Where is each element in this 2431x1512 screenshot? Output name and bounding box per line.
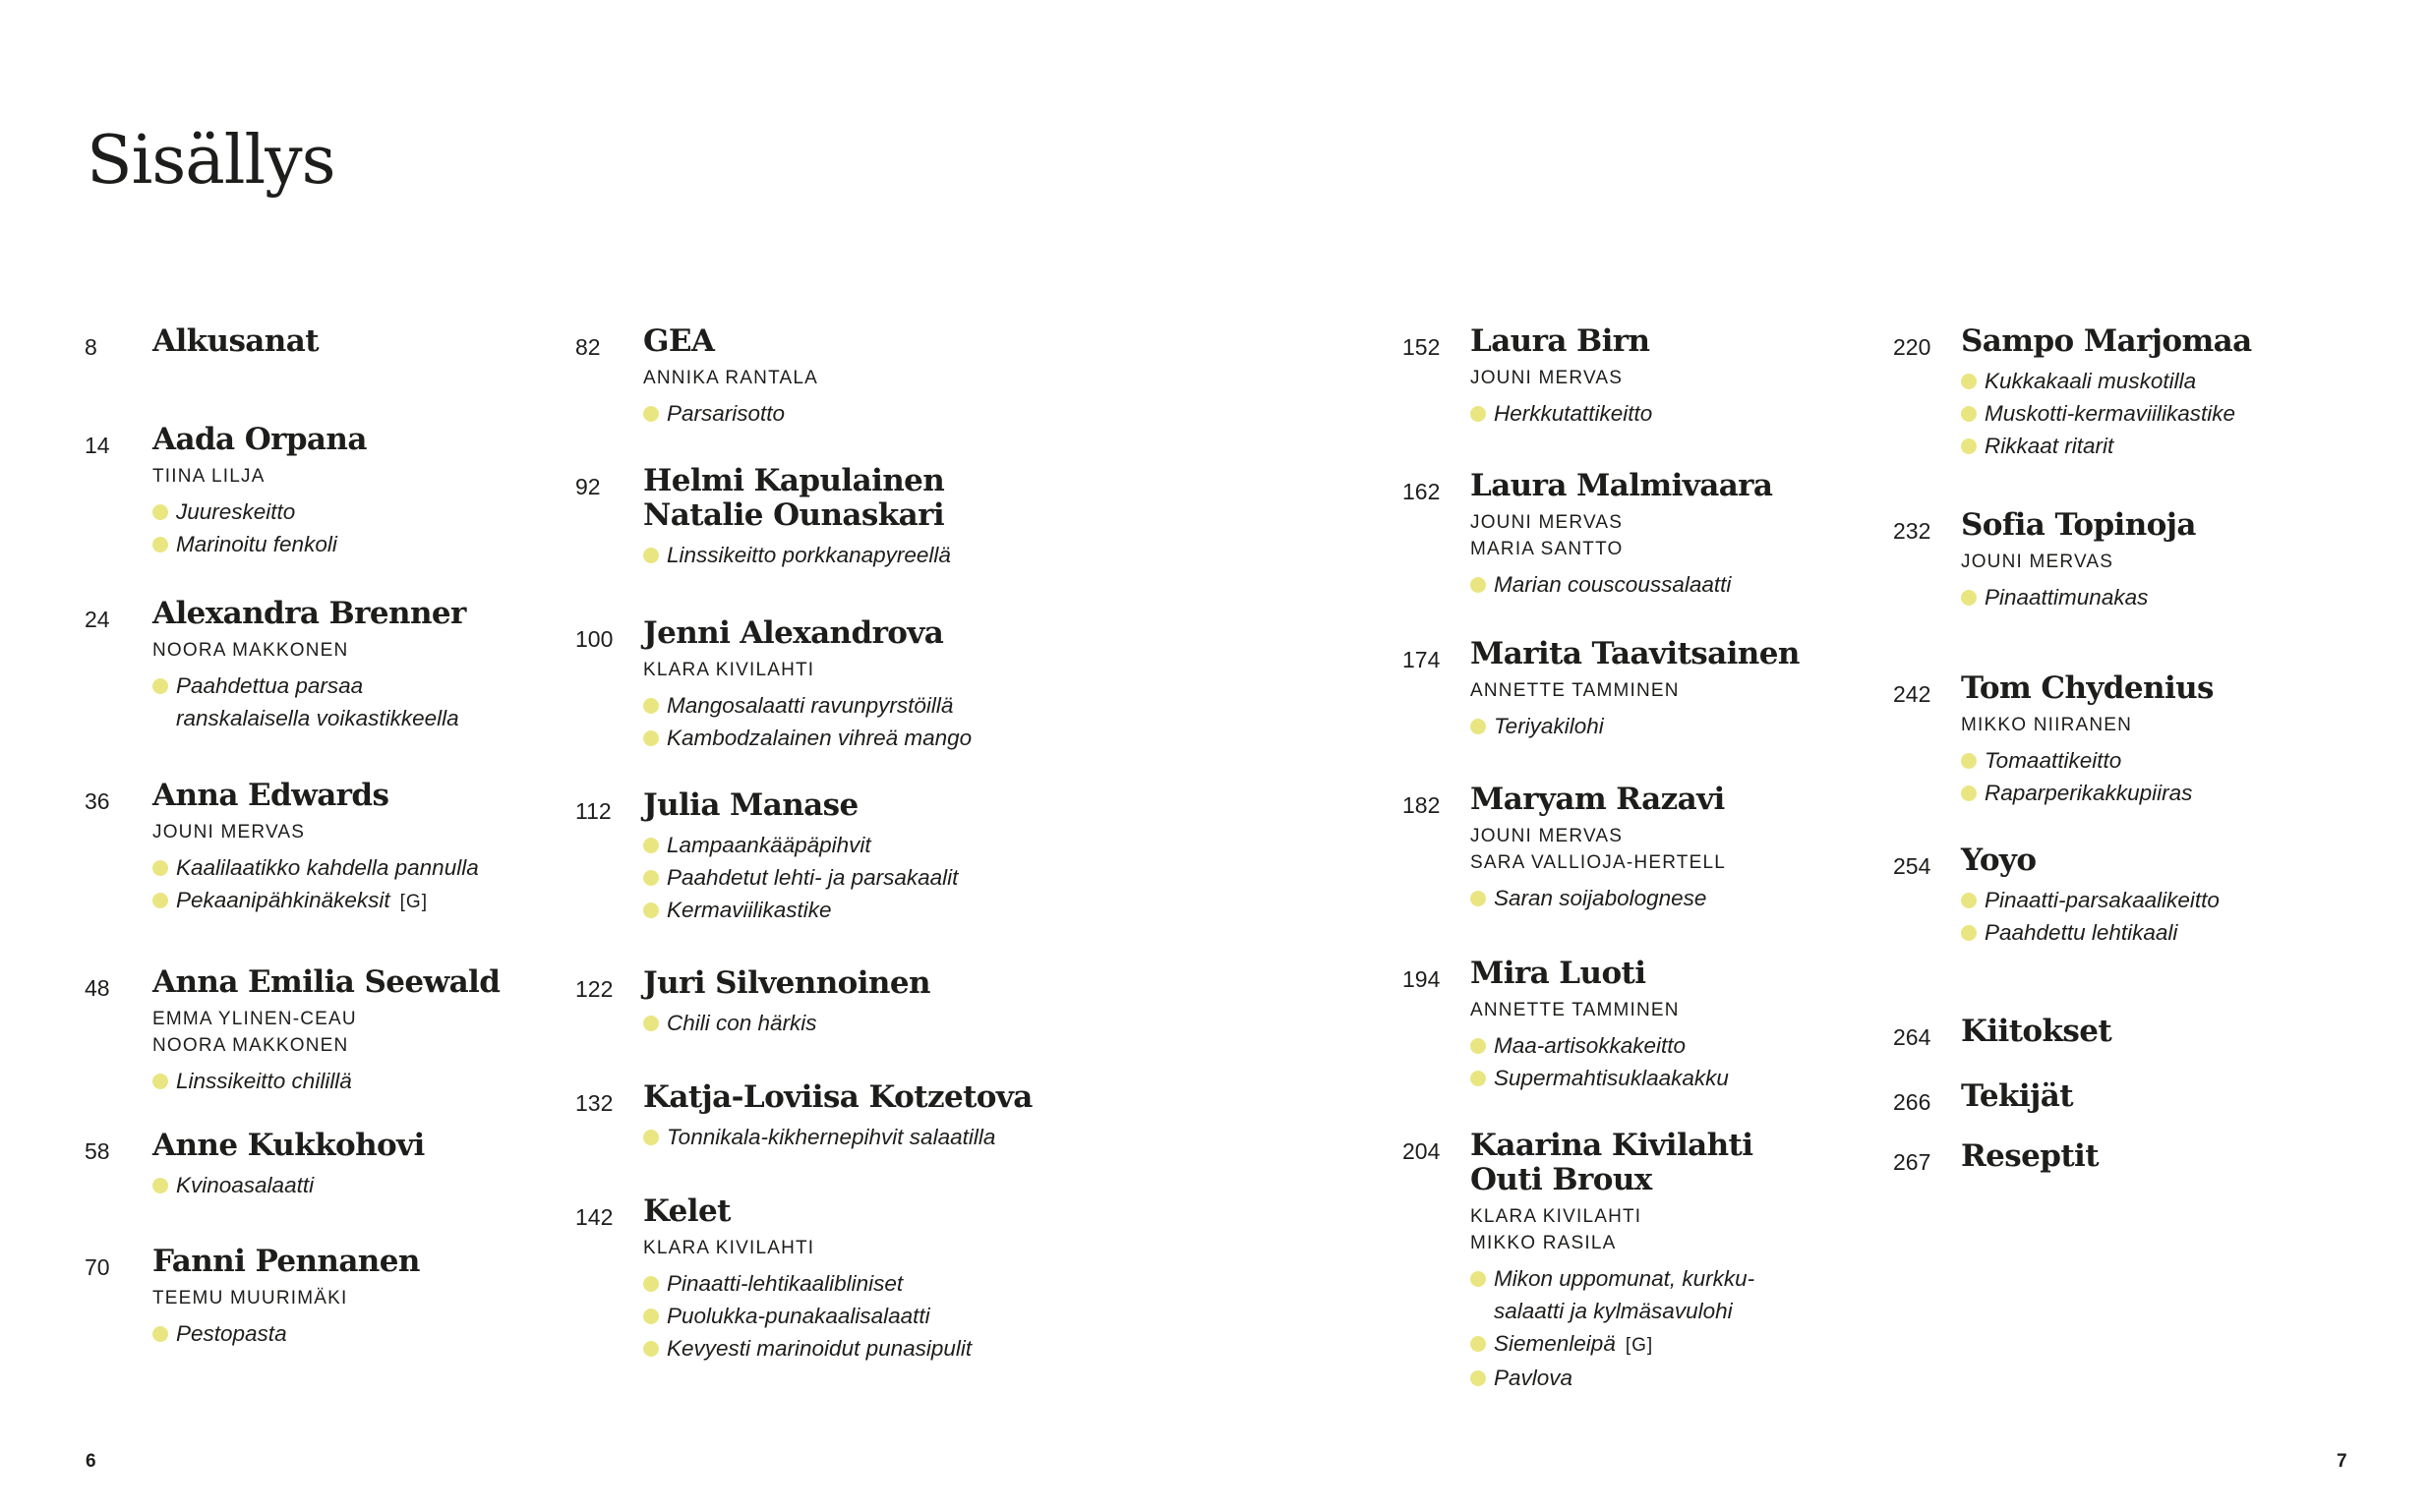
page-number: 92	[575, 474, 601, 499]
author-name: MIKKO RASILA	[1470, 1233, 1617, 1253]
bullet-dot-icon	[643, 902, 659, 918]
page-number: 182	[1402, 792, 1441, 818]
recipe-item[interactable]	[152, 528, 367, 560]
bullet-dot-icon	[152, 678, 168, 694]
entry-name: Juri Silvennoinen	[643, 965, 930, 1001]
entry-name: Anna Emilia Seewald	[152, 964, 501, 1000]
bullet-dot-icon	[1961, 438, 1977, 454]
page-number-right: 7	[2337, 1451, 2347, 1472]
bullet-dot-icon	[1961, 590, 1977, 606]
entry-name: Laura Birn	[1470, 323, 1650, 359]
page-number: 36	[85, 788, 110, 814]
bullet-dot-icon	[643, 870, 659, 886]
entry-body	[152, 965, 500, 1097]
bullet-dot-icon	[1961, 406, 1977, 422]
bullet-dot-icon	[1470, 1038, 1486, 1054]
entry-name: Maryam Razavi	[1470, 782, 1725, 817]
page-number: 232	[1893, 518, 1931, 544]
recipe-title: Tonnikala-kikhernepihvit salaatilla	[667, 1125, 996, 1149]
page-number: 82	[575, 334, 601, 360]
entry-body	[1961, 508, 2196, 613]
entry-name: Alkusanat	[152, 323, 319, 359]
author-name: ANNIKA RANTALA	[643, 368, 818, 388]
bullet-dot-icon	[643, 1130, 659, 1145]
author-name: JOUNI MERVAS	[1470, 368, 1624, 388]
recipe-title: Teriyakilohi	[1494, 714, 1604, 738]
recipe-title: Kvinoasalaatti	[176, 1173, 315, 1197]
author-name: JOUNI MERVAS	[1470, 826, 1624, 846]
recipe-list	[643, 689, 972, 754]
bullet-dot-icon	[1961, 925, 1977, 941]
bullet-dot-icon	[152, 504, 168, 520]
recipe-item[interactable]	[643, 397, 818, 430]
recipe-title: Pinaatti-lehtikaalibliniset	[667, 1271, 904, 1296]
entry-name: Reseptit	[1961, 1138, 2099, 1174]
author-list	[643, 657, 972, 683]
bullet-dot-icon	[1470, 891, 1486, 906]
recipe-title: Lampaankääpäpihvit	[667, 833, 871, 857]
page-number: 266	[1893, 1089, 1931, 1115]
recipe-list	[1961, 365, 2252, 462]
author-list	[152, 463, 367, 490]
bullet-dot-icon	[1470, 1370, 1486, 1386]
recipe-title: Marian couscoussalaatti	[1494, 572, 1732, 597]
author-list	[1470, 509, 1772, 562]
recipe-list	[1470, 882, 1726, 914]
entry-body	[1470, 324, 1652, 430]
recipe-item[interactable]	[1470, 1262, 1754, 1295]
page-number: 122	[575, 976, 614, 1002]
recipe-title: Rikkaat ritarit	[1985, 434, 2114, 458]
recipe-item[interactable]	[643, 1121, 1033, 1153]
recipe-item[interactable]	[152, 1065, 500, 1097]
recipe-item[interactable]	[1470, 1029, 1729, 1062]
recipe-list	[1961, 744, 2214, 809]
author-list	[152, 819, 479, 845]
recipe-item[interactable]	[152, 495, 367, 528]
recipe-list	[643, 1267, 972, 1365]
bullet-dot-icon	[152, 860, 168, 876]
page-number: 267	[1893, 1149, 1931, 1175]
entry-name-second: Natalie Ounaskari	[643, 497, 944, 533]
entry-body	[643, 1194, 972, 1365]
entry-name: Tom Chydenius	[1961, 670, 2214, 706]
entry-name: Sofia Topinoja	[1961, 507, 2196, 543]
entry-name: Julia Manase	[643, 787, 859, 823]
author-name: EMMA YLINEN-CEAU	[152, 1009, 357, 1029]
recipe-title: Maa-artisokkakeitto	[1494, 1033, 1687, 1058]
author-name: KLARA KIVILAHTI	[1470, 1206, 1642, 1227]
author-list	[1470, 997, 1729, 1023]
recipe-item[interactable]	[643, 1300, 972, 1332]
recipe-list	[643, 829, 958, 926]
page-number: 112	[575, 798, 612, 824]
recipe-title: Paahdettua parsaa	[176, 673, 364, 698]
bullet-dot-icon	[643, 730, 659, 746]
entry-name: Sampo Marjomaa	[1961, 323, 2252, 359]
entry-name: Tekijät	[1961, 1078, 2073, 1114]
recipe-list	[152, 495, 367, 560]
page-number: 48	[85, 975, 110, 1001]
recipe-title: Kambodzalainen vihreä mango	[667, 726, 973, 750]
entry-body	[152, 1129, 425, 1201]
page-number: 174	[1402, 647, 1441, 672]
entry-body	[1961, 1139, 2099, 1174]
page-number-left: 6	[86, 1451, 96, 1472]
recipe-list	[152, 1317, 420, 1350]
recipe-list	[152, 851, 479, 918]
recipe-title: Siemenleipä	[1494, 1331, 1616, 1356]
bullet-dot-icon	[1470, 406, 1486, 422]
recipe-item[interactable]	[1470, 568, 1772, 601]
recipe-list	[152, 1065, 500, 1097]
recipe-title: Muskotti-kermaviilikastike	[1985, 401, 2236, 426]
page-number: 100	[575, 626, 614, 652]
recipe-list	[1470, 1262, 1754, 1394]
page-number: 204	[1402, 1138, 1441, 1164]
gluten-free-tag: [G]	[1625, 1335, 1654, 1356]
recipe-title: Chili con härkis	[667, 1011, 817, 1035]
recipe-title: Marinoitu fenkoli	[176, 532, 337, 556]
page-number: 8	[85, 334, 97, 360]
recipe-title: Herkkutattikeitto	[1494, 401, 1653, 426]
recipe-item[interactable]	[152, 669, 466, 702]
entry-body	[1470, 469, 1772, 601]
author-list	[1470, 1203, 1754, 1256]
recipe-list	[1470, 1029, 1729, 1094]
page-title: Sisällys	[87, 122, 335, 200]
recipe-list	[643, 1007, 930, 1039]
page-number: 264	[1893, 1024, 1931, 1050]
recipe-item[interactable]	[643, 829, 958, 861]
author-name: JOUNI MERVAS	[1470, 512, 1624, 533]
recipe-item[interactable]	[1961, 916, 2220, 949]
bullet-dot-icon	[1470, 1071, 1486, 1086]
entry-body	[152, 324, 319, 359]
bullet-dot-icon	[1470, 719, 1486, 734]
recipe-list	[643, 397, 818, 430]
recipe-item[interactable]	[1470, 1062, 1729, 1094]
entry-body	[1470, 1129, 1754, 1394]
author-name: TEEMU MUURIMÄKI	[152, 1288, 348, 1308]
entry-body	[1470, 957, 1729, 1094]
entry-name: Jenni Alexandrova	[643, 615, 944, 651]
entry-name: Mira Luoti	[1470, 956, 1646, 991]
recipe-list	[1961, 581, 2196, 613]
bullet-dot-icon	[152, 893, 168, 908]
recipe-item[interactable]	[643, 861, 958, 894]
entry-body	[1470, 783, 1726, 914]
page-number: 142	[575, 1204, 614, 1230]
recipe-item[interactable]	[1470, 882, 1726, 914]
entry-name: Yoyo	[1961, 843, 2037, 878]
entry-body	[643, 324, 818, 430]
author-name: MIKKO NIIRANEN	[1961, 715, 2133, 735]
recipe-list	[1470, 397, 1652, 430]
page-number: 70	[85, 1254, 110, 1280]
entry-body	[152, 597, 466, 734]
recipe-item[interactable]	[1961, 884, 2220, 916]
recipe-title: Tomaattikeitto	[1985, 748, 2122, 773]
recipe-item[interactable]	[1961, 777, 2214, 809]
recipe-title: Raparperikakkupiiras	[1985, 781, 2193, 805]
recipe-title: Kaalilaatikko kahdella pannulla	[176, 855, 479, 880]
bullet-dot-icon	[643, 548, 659, 563]
entry-body	[1961, 1079, 2073, 1114]
recipe-item[interactable]	[1470, 710, 1800, 742]
recipe-title: Saran soijabolognese	[1494, 886, 1707, 910]
bullet-dot-icon	[643, 1276, 659, 1292]
author-list	[1961, 549, 2196, 575]
recipe-title: Pinaattimunakas	[1985, 585, 2149, 610]
entry-body	[1961, 1015, 2111, 1049]
author-list	[643, 1235, 972, 1261]
recipe-title: Kevyesti marinoidut punasipulit	[667, 1336, 973, 1361]
bullet-dot-icon	[643, 1341, 659, 1357]
entry-name: Fanni Pennanen	[152, 1244, 420, 1279]
recipe-list	[152, 669, 466, 734]
author-name: JOUNI MERVAS	[1961, 552, 2114, 572]
recipe-list	[1961, 884, 2220, 949]
bullet-dot-icon	[152, 1178, 168, 1193]
bullet-dot-icon	[1961, 785, 1977, 801]
bullet-dot-icon	[1470, 577, 1486, 593]
author-name: NOORA MAKKONEN	[152, 1035, 349, 1056]
author-name: TIINA LILJA	[152, 466, 266, 487]
recipe-title: Parsarisotto	[667, 401, 786, 426]
entry-body	[643, 1080, 1033, 1153]
page-number: 14	[85, 433, 110, 458]
recipe-item[interactable]	[1470, 1327, 1754, 1362]
bullet-dot-icon	[643, 698, 659, 714]
entry-body	[643, 464, 951, 571]
recipe-title: Puolukka-punakaalisalaatti	[667, 1304, 930, 1328]
entry-name: Marita Taavitsainen	[1470, 636, 1800, 671]
author-list	[1470, 677, 1800, 704]
author-list	[152, 1006, 500, 1059]
recipe-list	[1470, 710, 1800, 742]
recipe-title: Mangosalaatti ravunpyrstöillä	[667, 693, 954, 718]
bullet-dot-icon	[643, 1308, 659, 1324]
gluten-free-tag: [G]	[399, 892, 428, 912]
recipe-item[interactable]	[643, 1267, 972, 1300]
bullet-dot-icon	[152, 537, 168, 552]
bullet-dot-icon	[152, 1326, 168, 1342]
recipe-title: Pavlova	[1494, 1366, 1573, 1390]
recipe-title: Pinaatti-parsakaalikeitto	[1985, 888, 2220, 912]
page-number: 242	[1893, 681, 1931, 707]
recipe-item[interactable]	[1961, 581, 2196, 613]
page-number: 162	[1402, 479, 1441, 504]
recipe-title: Juureskeitto	[176, 499, 296, 524]
bullet-dot-icon	[1470, 1336, 1486, 1352]
entry-body	[643, 788, 958, 926]
bullet-dot-icon	[152, 1074, 168, 1089]
bullet-dot-icon	[1961, 374, 1977, 389]
author-list	[1470, 823, 1726, 876]
recipe-item[interactable]	[1470, 397, 1652, 430]
recipe-title: Kukkakaali muskotilla	[1985, 369, 2197, 393]
entry-name: Katja-Loviisa Kotzetova	[643, 1079, 1033, 1115]
recipe-item[interactable]	[1961, 397, 2252, 430]
recipe-list	[643, 1121, 1033, 1153]
recipe-item[interactable]	[643, 689, 972, 722]
entry-name-second: Outi Broux	[1470, 1162, 1652, 1197]
recipe-title-continued: salaatti ja kylmäsavulohi	[1494, 1299, 1733, 1323]
recipe-list	[1470, 568, 1772, 601]
recipe-title: Linssikeitto chilillä	[176, 1069, 352, 1093]
recipe-title: Mikon uppomunat, kurkku-	[1494, 1266, 1755, 1291]
entry-body	[643, 616, 972, 754]
recipe-item[interactable]	[1961, 430, 2252, 462]
recipe-title: Linssikeitto porkkanapyreellä	[667, 543, 951, 567]
recipe-item[interactable]	[643, 539, 951, 571]
recipe-title: Kermaviilikastike	[667, 898, 832, 922]
recipe-item[interactable]	[643, 1332, 972, 1365]
recipe-item[interactable]	[643, 722, 972, 754]
recipe-item[interactable]	[152, 1317, 420, 1350]
author-name: ANNETTE TAMMINEN	[1470, 1000, 1680, 1020]
entry-name: Kiitokset	[1961, 1014, 2112, 1049]
author-name: NOORA MAKKONEN	[152, 640, 349, 661]
recipe-title: Paahdetut lehti- ja parsakaalit	[667, 865, 959, 890]
author-name: ANNETTE TAMMINEN	[1470, 680, 1680, 701]
author-name: KLARA KIVILAHTI	[643, 660, 815, 680]
entry-name: Alexandra Brenner	[152, 596, 466, 631]
recipe-title-continued: ranskalaisella voikastikkeella	[176, 706, 459, 730]
author-list	[1470, 365, 1652, 391]
entry-name: Anne Kukkohovi	[152, 1128, 425, 1163]
author-name: SARA VALLIOJA-HERTELL	[1470, 852, 1726, 873]
author-name: KLARA KIVILAHTI	[643, 1238, 815, 1258]
entry-name: Kaarina Kivilahti	[1470, 1128, 1753, 1163]
bullet-dot-icon	[1470, 1271, 1486, 1287]
entry-name: Aada Orpana	[152, 422, 367, 457]
page-number: 152	[1402, 334, 1441, 360]
recipe-title: Supermahtisuklaakakku	[1494, 1066, 1729, 1090]
bullet-dot-icon	[1961, 893, 1977, 908]
entry-body	[152, 1245, 420, 1350]
page-number: 254	[1893, 853, 1931, 879]
page-number: 220	[1893, 334, 1931, 360]
author-list	[643, 365, 818, 391]
entry-body	[643, 966, 930, 1039]
entry-body	[152, 779, 479, 918]
bullet-dot-icon	[643, 838, 659, 853]
author-list	[152, 1285, 420, 1311]
recipe-item[interactable]	[643, 1007, 930, 1039]
recipe-title: Pekaanipähkinäkeksit	[176, 888, 390, 912]
recipe-item[interactable]	[1961, 365, 2252, 397]
bullet-dot-icon	[1961, 753, 1977, 769]
recipe-list	[152, 1169, 425, 1201]
author-name: MARIA SANTTO	[1470, 539, 1624, 559]
recipe-title: Paahdettu lehtikaali	[1985, 920, 2178, 945]
recipe-item[interactable]	[1470, 1362, 1754, 1394]
recipe-item[interactable]	[643, 894, 958, 926]
recipe-item[interactable]	[1961, 744, 2214, 777]
recipe-list	[643, 539, 951, 571]
entry-name: Helmi Kapulainen	[643, 463, 945, 498]
bullet-dot-icon	[643, 406, 659, 422]
entry-body	[152, 423, 367, 560]
page-number: 24	[85, 607, 110, 632]
entry-body	[1961, 324, 2252, 462]
entry-name: GEA	[643, 323, 715, 359]
author-name: JOUNI MERVAS	[152, 822, 306, 843]
entry-body	[1470, 637, 1800, 742]
entry-name: Laura Malmivaara	[1470, 468, 1773, 503]
bullet-dot-icon	[643, 1016, 659, 1031]
author-list	[152, 637, 466, 664]
entry-body	[1961, 671, 2214, 809]
page-number: 58	[85, 1138, 110, 1164]
page-number: 132	[575, 1090, 614, 1116]
entry-name: Anna Edwards	[152, 778, 389, 813]
page-number: 194	[1402, 966, 1441, 992]
entry-body	[1961, 843, 2220, 949]
recipe-item[interactable]	[152, 1169, 425, 1201]
recipe-item[interactable]	[152, 851, 479, 884]
recipe-title: Pestopasta	[176, 1321, 287, 1346]
entry-name: Kelet	[643, 1193, 731, 1229]
recipe-item[interactable]	[152, 884, 479, 918]
author-list	[1961, 712, 2214, 738]
